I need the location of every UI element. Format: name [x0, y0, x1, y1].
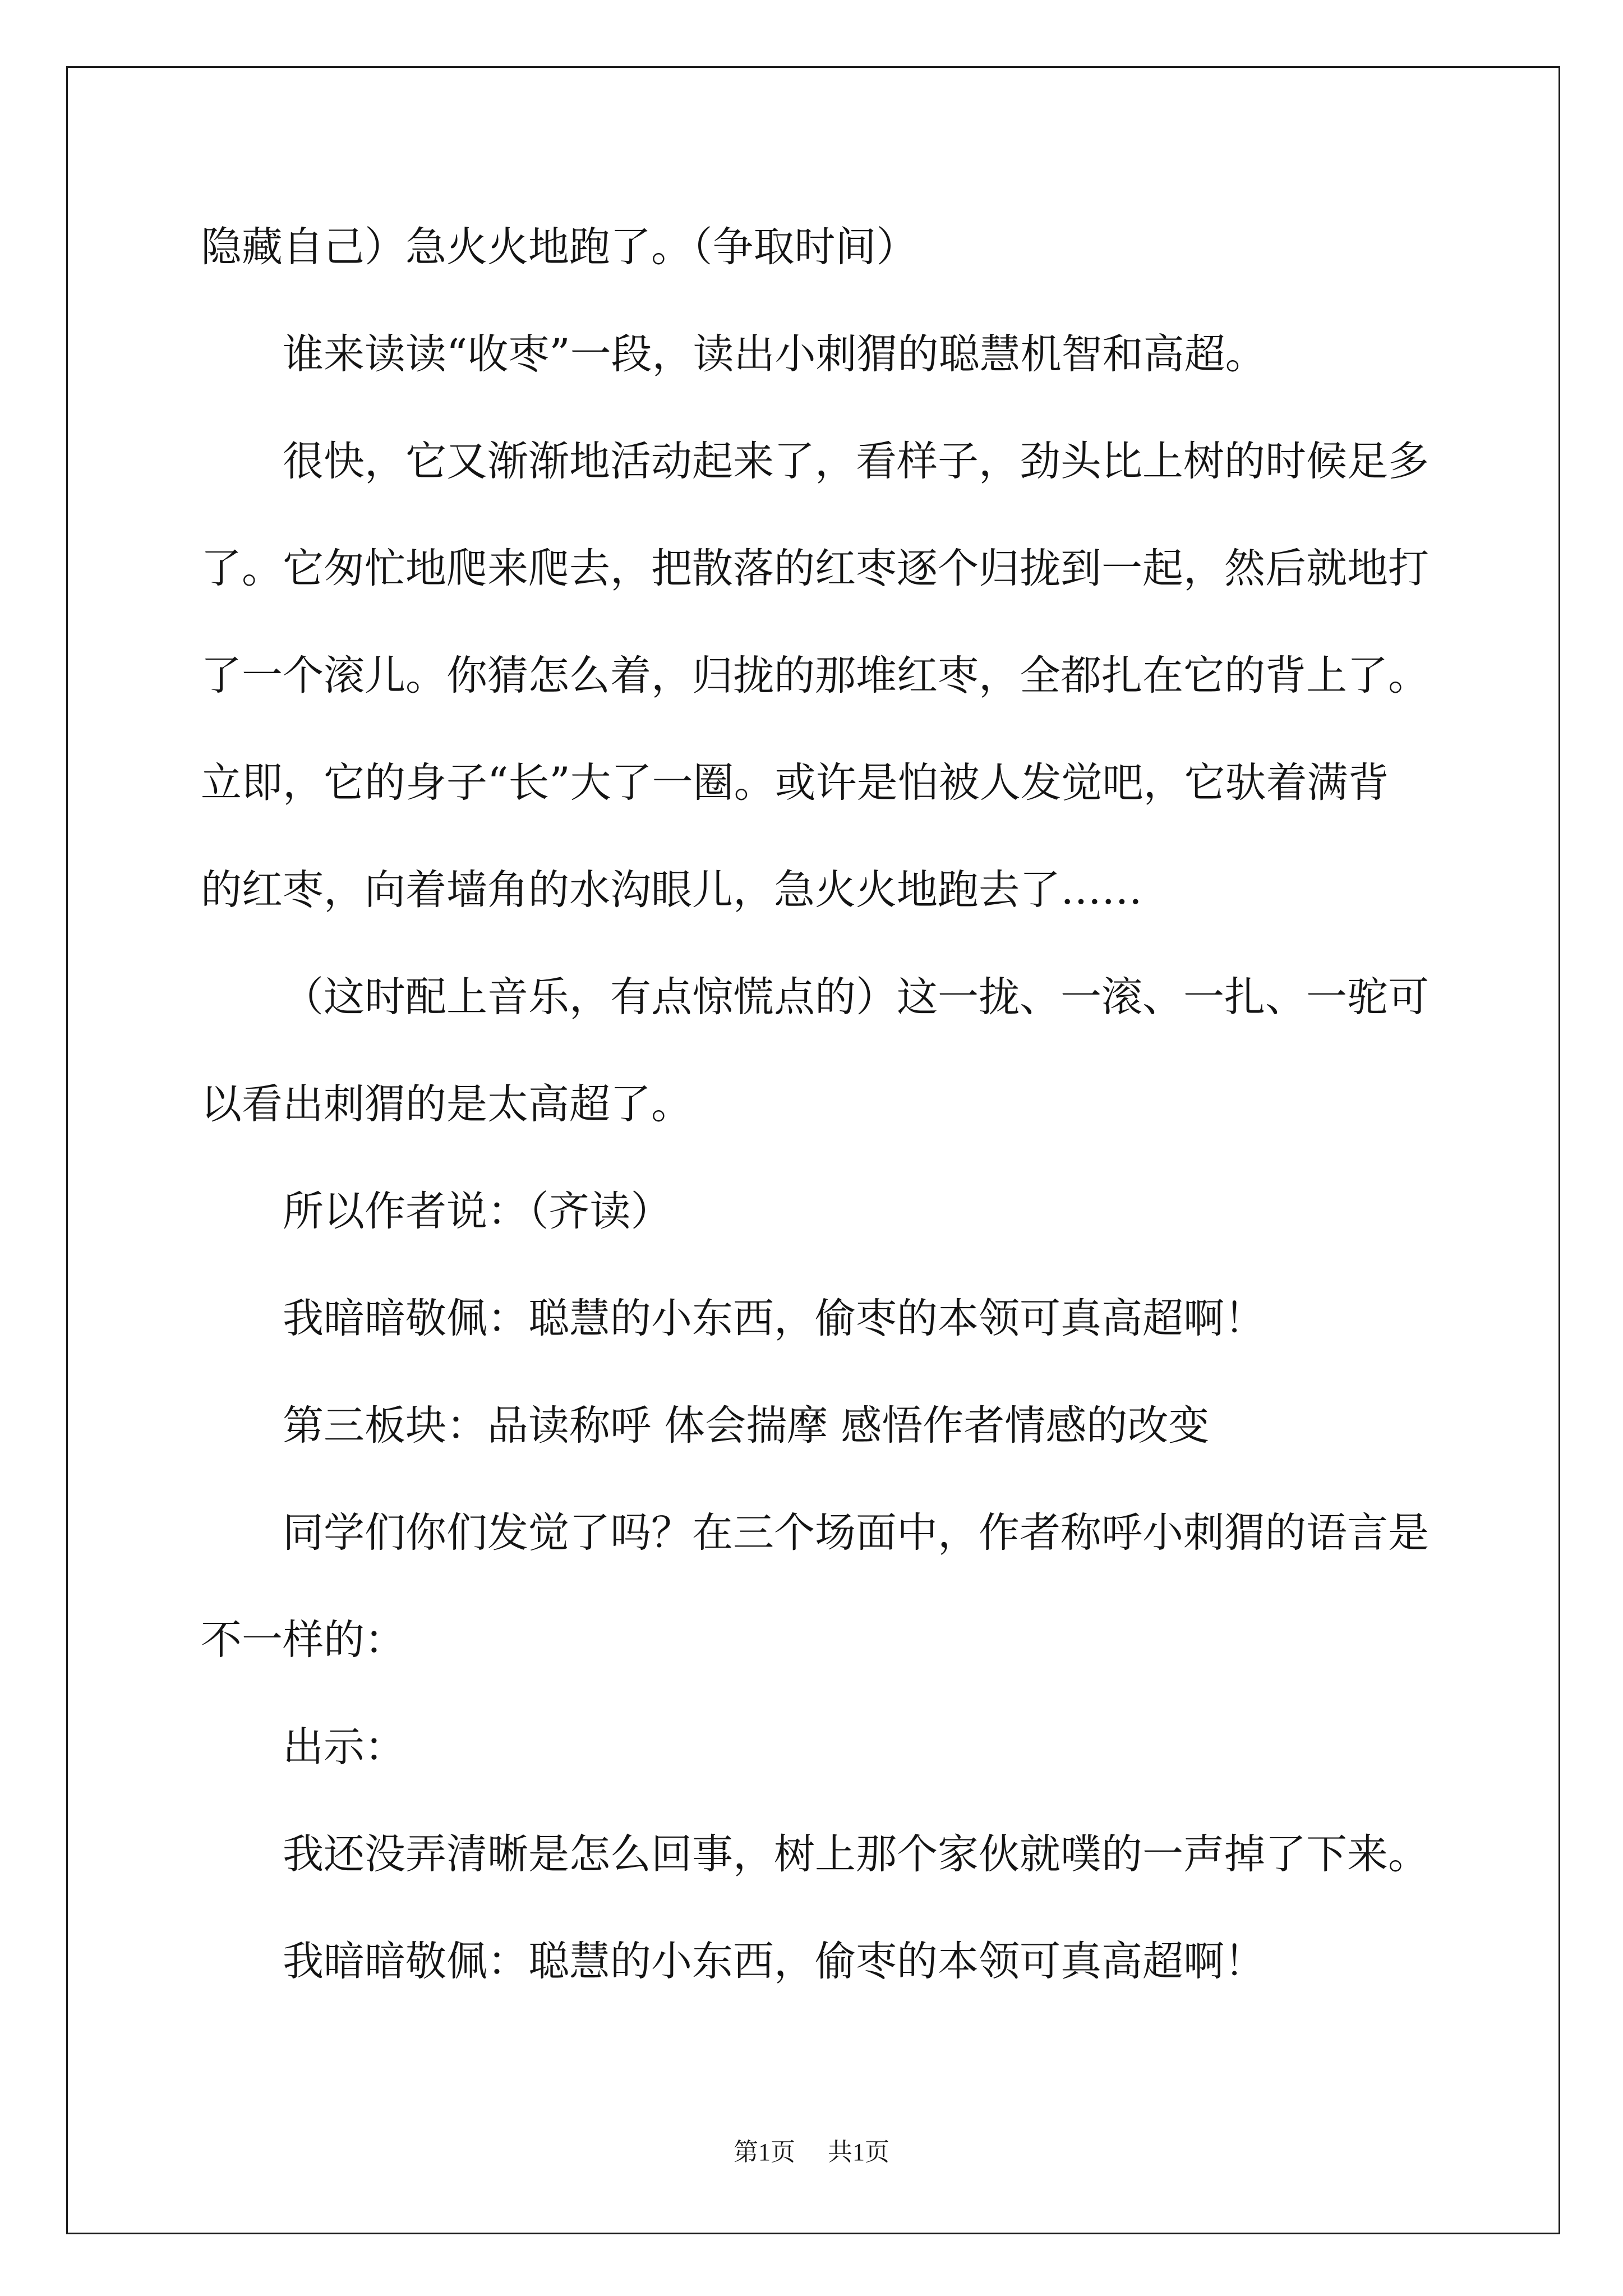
paragraph — [201, 194, 1491, 301]
section-heading — [201, 1372, 1491, 1479]
text-line: 我还没弄清晰是怎么回事，树上那个家伙就噗的一声掉了下来。 — [283, 1830, 1429, 1878]
text-line: 同学们你们发觉了吗？在三个场面中，作者称呼小刺猬的语言是 — [283, 1509, 1429, 1557]
text-line: 了一个滚儿。你猜怎么着，归拢的那堆红枣，全都扎在它的背上了。 — [201, 652, 1429, 700]
text-line: 我暗暗敬佩：聪慧的小东西，偷枣的本领可真高超啊！ — [283, 1938, 1265, 1985]
text-line: 了。它匆忙地爬来爬去，把散落的红枣逐个归拢到一起，然后就地打 — [201, 545, 1429, 592]
paragraph — [201, 1479, 1491, 1694]
paragraph — [201, 944, 1491, 1158]
paragraph — [201, 1265, 1491, 1372]
paragraph — [201, 1801, 1491, 1908]
paragraph — [201, 1694, 1491, 1801]
text-line: 立即，它的身子“长”大了一圈。或许是怕被人发觉吧，它驮着满背 — [201, 759, 1389, 807]
paragraph — [201, 1908, 1491, 2015]
text-line: 我暗暗敬佩：聪慧的小东西，偷枣的本领可真高超啊！ — [283, 1295, 1265, 1342]
text-line: 隐藏自己）急火火地跑了。（争取时间） — [201, 223, 917, 271]
text-line: 出示： — [283, 1723, 405, 1771]
page-number: 第1页 — [734, 2138, 795, 2166]
text-line: 第三板块：品读称呼 体会揣摩 感悟作者情感的改变 — [283, 1402, 1210, 1450]
paragraph — [201, 408, 1491, 944]
page-total: 共1页 — [828, 2138, 889, 2166]
document-body — [201, 194, 1491, 2015]
page-footer — [0, 2138, 1623, 2166]
text-line: 的红枣，向着墙角的水沟眼儿，急火火地跑去了…… — [201, 866, 1142, 914]
text-line: 很快，它又渐渐地活动起来了，看样子，劲头比上树的时候足多 — [283, 438, 1429, 485]
paragraph — [201, 301, 1491, 408]
text-line: 所以作者说：（齐读） — [283, 1188, 672, 1235]
text-line: 谁来读读“收枣”一段，读出小刺猬的聪慧机智和高超。 — [283, 330, 1266, 378]
text-line: （这时配上音乐，有点惊慌点的）这一拢、一滚、一扎、一驼可 — [283, 973, 1429, 1021]
text-line: 不一样的： — [201, 1616, 405, 1664]
paragraph — [201, 1158, 1491, 1265]
text-line: 以看出刺猬的是太高超了。 — [201, 1080, 692, 1128]
